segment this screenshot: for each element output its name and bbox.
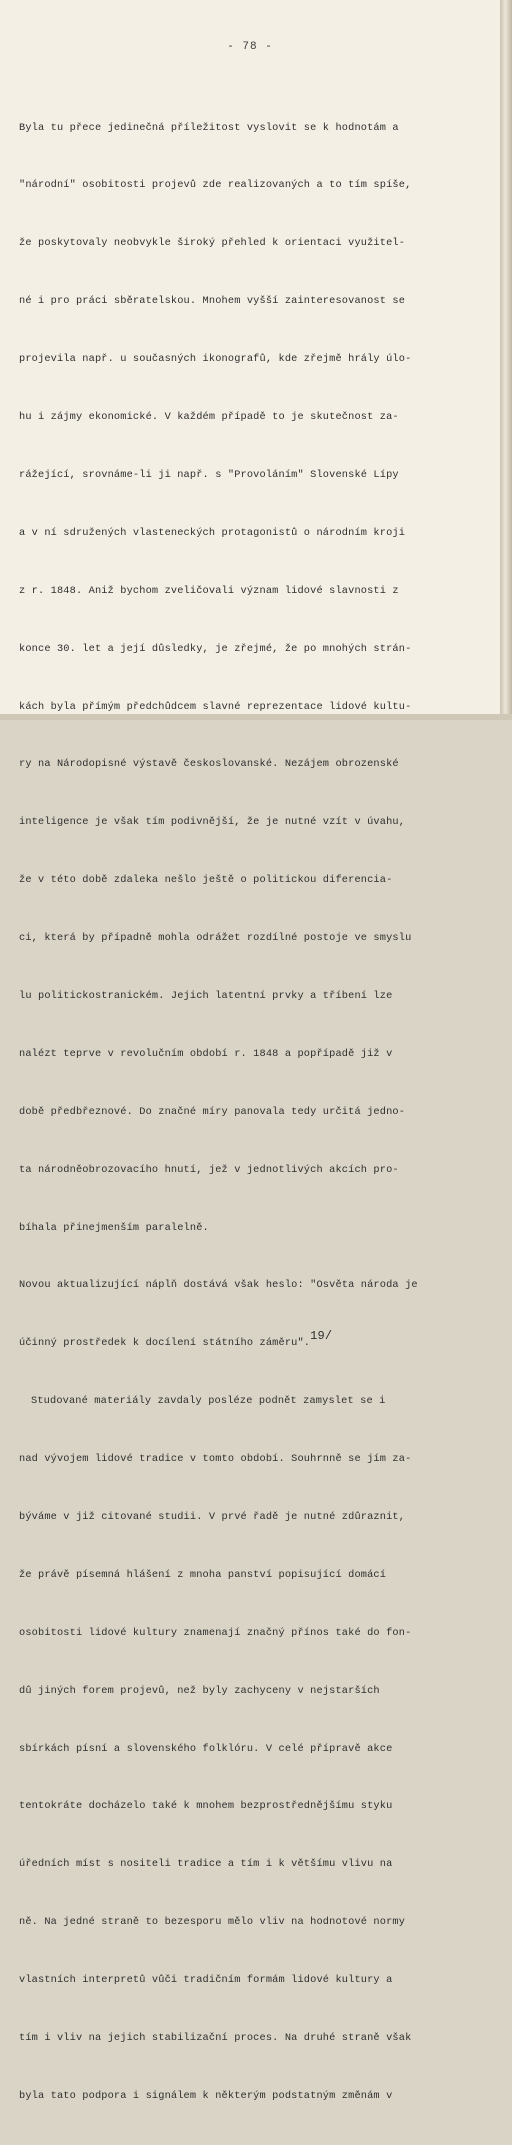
text-line: Studované materiály zavdaly posléze podnět zamyslet se i xyxy=(31,1395,386,1408)
text-fragment: účinný prostředek k docílení státního záměru". xyxy=(19,1337,311,1350)
text-line: nad vývojem lidové tradice v tomto období. Souhrnně se jím za- xyxy=(19,1453,412,1466)
body-text xyxy=(19,80,485,2145)
text-line: úředních míst s nositeli tradice a tím i k většímu vlivu na xyxy=(19,1858,393,1871)
text-line: konce 30. let a její důsledky, je zřejmé, že po mnohých strán- xyxy=(19,642,412,655)
text-line: inteligence je však tím podivnější, že je nutné vzít v úvahu, xyxy=(19,816,406,829)
text-line: dů jiných forem projevů, než byly zachyceny v nejstarších xyxy=(19,1684,380,1697)
book-spine xyxy=(500,0,512,720)
text-line: tím i vliv na jejich stabilizační proces. Na druhé straně však xyxy=(19,2031,412,2044)
page-edge xyxy=(0,714,512,720)
text-line: a v ní sdružených vlasteneckých protagonistů o národním kroji xyxy=(19,526,406,539)
text-line: době předbřeznové. Do značné míry panovala tedy určitá jedno- xyxy=(19,1105,406,1118)
text-line: ta národněobrozovacího hnutí, jež v jednotlivých akcích pro- xyxy=(19,1163,399,1176)
text-line: tentokráte docházelo také k mnohem bezprostřednějšímu styku xyxy=(19,1800,393,1813)
footnote-mark: 19/ xyxy=(310,1328,333,1343)
text-line: z r. 1848. Aniž bychom zveličovali význam lidové slavnosti z xyxy=(19,584,399,597)
text-line: ry na Národopisné výstavě českoslovanské. Nezájem obrozenské xyxy=(19,758,399,771)
text-line: rážející, srovnáme-li ji např. s "Provoláním" Slovenské Lípy xyxy=(19,468,399,481)
text-line-with-footnote xyxy=(19,1328,485,1353)
text-line: ci, která by případně mohla odrážet rozdílné postoje ve smyslu xyxy=(19,932,412,945)
text-line: vlastních interpretů vůči tradičním formám lidové kultury a xyxy=(19,1974,393,1987)
text-line: projevila např. u současných ikonografů, kde zřejmě hrály úlo- xyxy=(19,353,412,366)
text-line: kách byla přímým předchůdcem slavné reprezentace lidové kultu- xyxy=(19,700,412,713)
text-line: bíhala přinejmenším paralelně. xyxy=(19,1221,209,1234)
text-line: né i pro práci sběratelskou. Mnohem vyšší zainteresovanost se xyxy=(19,295,406,308)
text-line: Byla tu přece jedinečná příležitost vyslovit se k hodnotám a xyxy=(19,121,399,134)
text-line: sbírkách písní a slovenského folklóru. V celé přípravě akce xyxy=(19,1742,393,1755)
text-line: Novou aktualizující náplň dostává však heslo: "Osvěta národa je xyxy=(19,1279,418,1292)
text-line: hu i zájmy ekonomické. V každém případě to je skutečnost za- xyxy=(19,411,399,424)
text-line: býváme v již citované studii. V prvé řadě je nutné zdůraznit, xyxy=(19,1510,406,1523)
text-line: že právě písemná hlášení z mnoha panství popisující domácí xyxy=(19,1568,387,1581)
text-line: ně. Na jedné straně to bezesporu mělo vliv na hodnotové normy xyxy=(19,1916,406,1929)
text-line: že v této době zdaleka nešlo ještě o politickou diferencia- xyxy=(19,874,393,887)
page-number: - 78 - xyxy=(227,41,273,53)
text-line: že poskytovaly neobvykle široký přehled k orientaci využitel- xyxy=(19,237,406,250)
text-line: osobitosti lidové kultury znamenají značný přínos také do fon- xyxy=(19,1626,412,1639)
text-line: "národní" osobitosti projevů zde realizovaných a to tím spíše, xyxy=(19,179,412,192)
text-line: lu politickostranickém. Jejich latentní prvky a tříbení lze xyxy=(19,989,393,1002)
text-line: nalézt teprve v revolučním období r. 1848 a popřípadě již v xyxy=(19,1047,393,1060)
text-line: byla tato podpora i signálem k některým podstatným změnám v xyxy=(19,2089,393,2102)
